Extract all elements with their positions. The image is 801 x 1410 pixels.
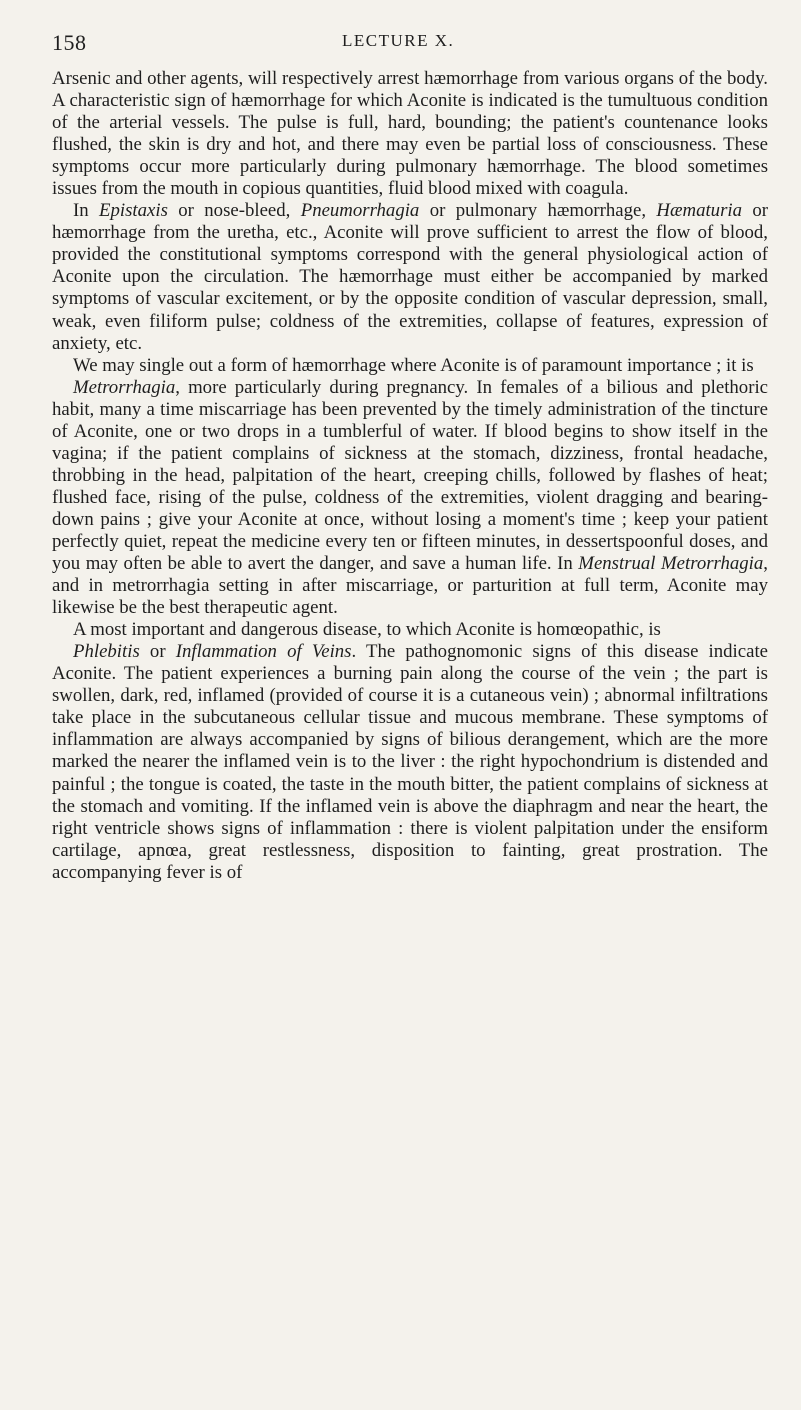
italic-term: Phlebitis — [73, 641, 140, 663]
text-run: We may single out a form of hæmorrhage where Aconite is of paramount importance ; it is — [73, 354, 754, 376]
text-run: In — [73, 200, 100, 222]
text-run: , more particularly during pregnancy. In females of a bilious and plethoric habit, many a time miscarriage has been prevented by the timely administration of the tincture of Aconite, one or two drops in a tumblerful of water. If blood begins to show itself in the vagina; if the patient complains of sickness at the stomach, dizziness, frontal headache, throbbing in the head, palpitation of the heart, creeping chills, followed by flashes of heat; flushed face, rising of the pulse, coldness of the extremities, violent dragging and bearing-down pains ; give your Aconite at once, without losing a moment's time ; keep your patient perfectly quiet, repeat the medicine every ten or fifteen minutes, in dessertspoonful doses, and you may often be able to avert the danger, and save a human life. In — [52, 376, 768, 575]
paragraph — [52, 355, 768, 377]
paragraph — [52, 200, 768, 354]
text-run: or hæmorrhage from the uretha, etc., Aconite will prove sufficient to arrest the flow of blood, provided the constitutional symptoms correspond with the general physiological action of Aconite upon the circulation. The hæmorrhage must either be accompanied by marked symptoms of vascular excitement, or by the opposite condition of vascular depression, small, weak, even filiform pulse; coldness of the extremities, collapse of features, expression of anxiety, etc. — [52, 200, 769, 354]
italic-term: Inflammation of Veins — [175, 641, 352, 663]
paragraph — [52, 619, 768, 641]
paragraph — [52, 68, 768, 200]
paragraph — [52, 641, 768, 884]
running-head — [52, 30, 768, 68]
text-run: A most important and dangerous disease, to which Aconite is homœopathic, is — [73, 619, 661, 641]
paragraph — [52, 377, 768, 620]
italic-term: Pneumorrhagia — [300, 200, 420, 222]
book-page — [52, 30, 768, 884]
text-run: or nose-bleed, — [167, 200, 301, 222]
text-run: . The pathognomonic signs of this disease indicate Aconite. The patient experiences a burning pain along the course of the vein ; the part is swollen, dark, red, inflamed (provided of course it is a cutaneous vein) ; abnormal infiltrations take place in the subcutaneous cellular tissue and mucous membrane. These symptoms of inflammation are always accompanied by signs of bilious derangement, which are the more marked the nearer the inflamed vein is to the liver : the right hypochondrium is distended and painful ; the tongue is coated, the taste in the mouth bitter, the patient complains of sickness at the stomach and vomiting. If the inflamed vein is above the diaphragm and near the heart, the right ventricle shows signs of inflammation : there is violent palpitation under the ensiform cartilage, apnœa, great restlessness, disposition to fainting, great prostration. The accompanying fever is of — [52, 641, 769, 883]
text-run: , and in metrorrhagia setting in after miscarriage, or parturition at full term, Aconite may likewise be the best therapeutic agent. — [52, 553, 768, 619]
italic-term: Menstrual Metrorrhagia — [578, 553, 764, 575]
running-title: LECTURE X. — [342, 31, 455, 50]
page-number: 158 — [52, 30, 87, 55]
italic-term: Hæmaturia — [656, 200, 742, 222]
text-run: Arsenic and other agents, will respectively arrest hæmorrhage from various organs of the body. A characteristic sign of hæmorrhage for which Aconite is indicated is the tumultuous condition of the arterial vessels. The pulse is full, hard, bounding; the patient's countenance looks flushed, the skin is dry and hot, and there may even be partial loss of consciousness. These symptoms occur more particularly during pulmonary hæmorrhage. The blood sometimes issues from the mouth in copious quantities, fluid blood mixed with coagula. — [52, 68, 768, 200]
italic-term: Epistaxis — [99, 200, 168, 222]
body-text — [52, 68, 768, 884]
italic-term: Metrorrhagia — [73, 376, 176, 398]
text-run: or pulmonary hæmorrhage, — [419, 200, 657, 222]
text-run: or — [139, 641, 176, 663]
